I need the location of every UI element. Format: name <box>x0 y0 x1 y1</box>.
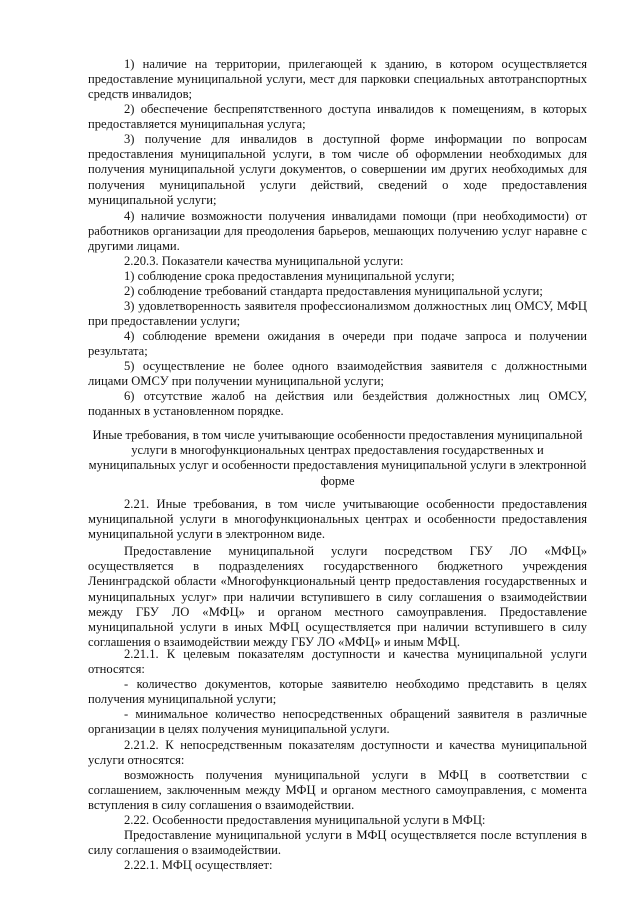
paragraph-interaction: 5) осуществление не более одного взаимодействия заявителя с должностными лицами ОМСУ при получении муниципальной услуги; <box>88 359 587 389</box>
paragraph-deadline: 1) соблюдение срока предоставления муниципальной услуги; <box>124 269 455 283</box>
paragraph-quality-title: 2.20.3. Показатели качества муниципальной услуги: <box>124 254 404 268</box>
paragraph-complaints: 6) отсутствие жалоб на действия или бездействия должностных лиц ОМСУ, поданных в установленном порядке. <box>88 389 587 419</box>
paragraph-2-21-1: 2.21.1. К целевым показателям доступности и качества муниципальной услуги относятся: <box>88 647 587 677</box>
paragraph-information: 3) получение для инвалидов в доступной форме информации по вопросам предоставления муниципальной услуги, в том числе об оформлении необходимых для получения муниципальной услуги документов, о совершении им других необходимых для получения муниципальной услуги действий, сведений о ходе предоставления муниципальной услуги; <box>88 132 587 207</box>
paragraph-standard: 2) соблюдение требований стандарта предоставления муниципальной услуги; <box>124 284 543 298</box>
paragraph-documents-count: - количество документов, которые заявителю необходимо представить в целях получения муниципальной услуги; <box>88 677 587 707</box>
paragraph-access: 2) обеспечение беспрепятственного доступа инвалидов к помещениям, в которых предоставляется муниципальная услуга; <box>88 102 587 132</box>
paragraph-2-22-1: 2.22.1. МФЦ осуществляет: <box>124 858 273 872</box>
paragraph-satisfaction: 3) удовлетворенность заявителя профессионализмом должностных лиц ОМСУ, МФЦ при предоставлении услуги; <box>88 299 587 329</box>
paragraph-parking: 1) наличие на территории, прилегающей к зданию, в котором осуществляется предоставление муниципальной услуги, мест для парковки специальных автотранспортных средств инвалидов; <box>88 57 587 102</box>
paragraph-waiting-time: 4) соблюдение времени ожидания в очереди при подаче запроса и получении результата; <box>88 329 587 359</box>
paragraph-2-21: 2.21. Иные требования, в том числе учитывающие особенности предоставления муниципальной услуги в многофункциональных центрах и особенности предоставления муниципальной услуги в электронном виде. <box>88 497 587 542</box>
paragraph-mfc-provision: Предоставление муниципальной услуги посредством ГБУ ЛО «МФЦ» осуществляется в подразделениях государственного бюджетного учреждения Ленинградской области «Многофункциональный центр предоставления государственных и муниципальных услуг» при наличии вступившего в силу соглашения о взаимодействии между ГБУ ЛО «МФЦ» и органом местного самоуправления. Предоставление муниципальной услуги в иных МФЦ осуществляется при наличии вступившего в силу соглашения о взаимодействии между ГБУ ЛО «МФЦ» и иным МФЦ. <box>88 544 587 650</box>
paragraph-after-agreement: Предоставление муниципальной услуги в МФЦ осуществляется после вступления в силу соглашения о взаимодействии. <box>88 828 587 858</box>
paragraph-mfc-possibility: возможность получения муниципальной услуги в МФЦ в соответствии с соглашением, заключенным между МФЦ и органом местного самоуправления, с момента вступления в силу соглашения о взаимодействии. <box>88 768 587 813</box>
section-heading: Иные требования, в том числе учитывающие особенности предоставления муниципальной услуги в многофункциональных центрах предоставления государственных и муниципальных услуг и особенности предоставления муниципальной услуги в электронной форме <box>88 428 587 488</box>
paragraph-assistance: 4) наличие возможности получения инвалидами помощи (при необходимости) от работников организации для преодоления барьеров, мешающих получению услуг наравне с другими лицами. <box>88 209 587 254</box>
paragraph-2-22: 2.22. Особенности предоставления муниципальной услуги в МФЦ: <box>124 813 486 827</box>
paragraph-min-requests: - минимальное количество непосредственных обращений заявителя в различные организации в целях получения муниципальной услуги. <box>88 707 587 737</box>
paragraph-2-21-2: 2.21.2. К непосредственным показателям доступности и качества муниципальной услуги относятся: <box>88 738 587 768</box>
